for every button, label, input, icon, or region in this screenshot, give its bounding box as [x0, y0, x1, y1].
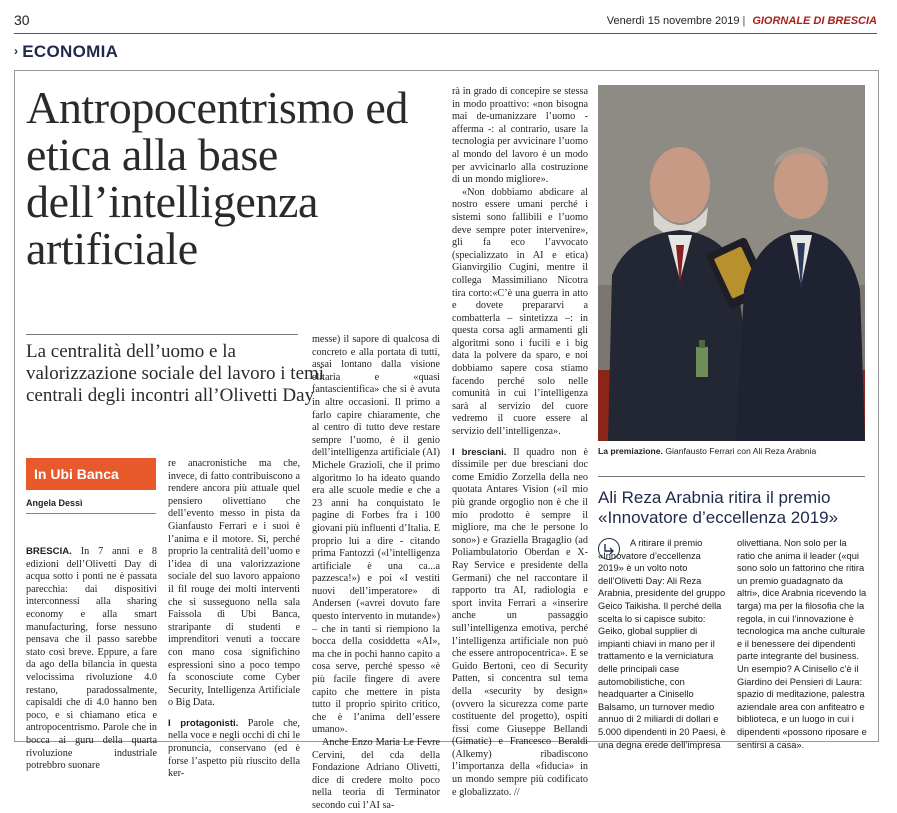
body-column-1 — [26, 546, 157, 773]
article-deck: La centralità dell’uomo e la valorizzazione sociale del lavoro i temi centrali degli incontri all’Olivetti Day — [26, 341, 325, 406]
location-tag: In Ubi Banca — [34, 466, 119, 482]
sidebar-column-1 — [598, 537, 728, 751]
byline-divider — [26, 513, 156, 514]
chevron-right-icon: › — [14, 44, 19, 58]
subhead-bresciani: I bresciani. — [452, 446, 507, 458]
sidebar-divider — [598, 476, 865, 477]
body-paragraph: messe) il sapore di qualcosa di concreto e alla portata di tutti, assai lontano dalla visione elitaria e «quasi fantascientifica» che si è avuta in altre occasioni. Il primo a farlo capire chiaramente, che al centro di tutto deve restare sempre l’uomo, è il genio dell’intelligenza artificiale (AI) Michele Grazioli, che il primo algoritmo lo ha ideato quando era alle scuole medie e che a 23 anni ha conquistato le pagine di Forbes fra i 100 giovani più influenti d’Italia. E proprio lui a dire - citando prima Fantozzi («l’intelligenza artificiale è una ca...a pazzesca!») e poi «I vestiti nuovi dell’imperatore» di Andersen («avrei dovuto fare questo intervento in mutande») – che in tanti si riempiono la bocca della cosiddetta «AI», ma che in pochi hanno capito a cosa serve, perché spesso «è più facile fingere di avere capito che mettere in pista tutto il proprio spirito critico, che è l’anima dell’essere umano». — [312, 334, 440, 736]
caption-lead: La premiazione. — [598, 446, 663, 456]
body-text: Il quadro non è dissimile per due bresciani doc come Emidio Zorzella della neo quotata Antares Vision («il mio più grande orgoglio non è che il mio prodotto è sempre il migliore, ma che le persone lo sono») e Graziella Bragaglio (ad Poliambulatorio Oberdan e X-Ray Service e presidente della Germani) che nel raccontare il rapporto tra AI, radiologia e sport invita Ferrari a «inserire anche un passaggio sull’intelligenza emotiva, perché l’intelligenza artificiale non può che essere antropocentrica». E se Guido Bertoni, ceo di Security Patten, si concentra sul tema della «security by design» (ovvero la sicurezza come parte costituente del progetto), ospiti fissi come Giuseppe Bellandi (Gimatic) e Francesco Beraldi (Alkemy) ribadiscono l’importanza della «fiducia» in un mondo sempre più codificato e globalizzato. // — [452, 446, 588, 798]
body-column-3 — [312, 334, 440, 813]
issue-date: Venerdì 15 novembre 2019 — [606, 15, 740, 27]
body-column-2 — [168, 458, 300, 781]
body-paragraph: rà in grado di concepire se stessa in modo proattivo: «non bisogna mai de-umanizzare l’uomo - afferma -: al contrario, usare la tecnologia per avvicinare l’uomo al mondo del lavoro è un modo per avvicinarlo alla costruzione di un mondo migliore». — [452, 86, 588, 186]
deck-divider — [26, 334, 298, 335]
body-text: In 7 anni e 8 edizioni dell’Olivetti Day di acqua sotto i ponti ne è passata parecchia: dai dispositivi interconnessi alla sharing economy e alla smart manufacturing, forse nessuno pensava che il passo sarebbe stato così breve. Eppure, a fare da ago della bilancia in questa velocissima rivoluzione 4.0 restano, paradossalmente, capisaldi che di 4.0 hanno ben poco, e si chiamano etica e antropocentrismo. Parole che in bocca ai guru della quarta rivoluzione industriale potrebbro suonare — [26, 546, 157, 772]
body-column-4 — [452, 86, 588, 799]
body-paragraph: re anacronistiche ma che, invece, di fatto contribuiscono a rendere ancora più attuale quel pensiero olivettiano che dell’evento messo in pista da Gianfausto Ferrari e i suoi è l’anima e il motore. Sì, perché proprio la centralità dell’uomo e l’idea di una valorizzazione sociale del suo lavoro appaiono il fil rouge dei molti interventi che si susseguono nella sala Faissola di Ubi Banca, straripante di studenti e imprenditori venuti a toccare con mano cosa significhino espressioni sino a poco tempo fa sconosciute come Cyber Security, Intelligenza Artificiale o Big Data. — [168, 458, 300, 709]
subhead-protagonisti: I protagonisti. — [168, 717, 239, 729]
section-name: ECONOMIA — [22, 42, 119, 61]
body-paragraph: Anche Enzo Maria Le Fevre Cervini, del cda della Fondazione Adriano Olivetti, dice di credere molto poco nella teoria di Terminator secondo cui l’AI sa- — [312, 737, 440, 811]
page-number: 30 — [14, 12, 30, 28]
dateline-city: BRESCIA. — [26, 546, 72, 557]
author-byline: Angela Dessì — [26, 498, 83, 508]
sidebar-column-2: olivettiana. Non solo per la ratio che anima il leader («qui sono solo un fattorino che ritira un premio guadagnato da altri», dice Arabnia ricevendo la targa) ma per la filosofia che la regola, in cui l’innovazione è tecnologica ma anche culturale e il benessere dei dipendenti parte integrante del business. Un esempio? A Cinisello c’è il Giardino dei Pensieri di Laura: spazio di meditazione, palestra aziendale area con anfiteatro e biblioteca, e un luogo in cui i dipendenti «possono riposare e sentirsi a casa». — [737, 538, 867, 750]
sidebar-text: A ritirare il premio «Innovatore d’eccellenza 2019» è un volto noto dell’Olivetti Day: Ali Reza Arabnia, presidente del gruppo Geico Taikisha. Il perché della scelta lo si capisce subito: Geiko, global supplier di impianti chiavi in mano per il trattamento e la verniciatura delle principali case automobilistiche, con headquarter a Cinisello Balsamo, un turnover medio annuo di 2 miliardi di dollari e 5.000 dipendenti in 20 Paesi, è una degna erede dell’impresa — [598, 538, 726, 750]
award-photo — [598, 85, 865, 441]
section-label — [14, 42, 118, 62]
body-text: Parole che, nella voce e negli occhi di chi le pronuncia, conservano (ed è forse l’aspetto più riuscito della ker- — [168, 717, 300, 780]
dateline — [607, 15, 877, 27]
header-divider — [14, 33, 877, 34]
article-headline: Antropocentrismo ed etica alla base dell’intelligenza artificiale — [26, 82, 409, 274]
photo-caption — [598, 446, 865, 456]
publication-name: GIORNALE DI BRESCIA — [752, 15, 877, 27]
sidebar-title: Ali Reza Arabnia ritira il premio «Innovatore d’eccellenza 2019» — [598, 488, 839, 527]
separator: | — [742, 15, 746, 27]
award-photo-illustration — [598, 85, 865, 441]
caption-text: Gianfausto Ferrari con Ali Reza Arabnia — [662, 446, 817, 456]
body-paragraph: «Non dobbiamo abdicare al nostro essere umani perché i sistemi sono fallibili e l’uomo deve sempre poter intervenire», gli fa eco l’avvocato (specializzato in AI e etica) Gianvirgilio Cugini, mentre il collega Massimiliano Nicotra tira corto:«C’è una guerra in atto e dovete prepararvi a combatterla – sintetizza –: in questa corsa agli armamenti gli algoritmi sono i fucili e i big data la polvere da sparo, e noi dobbiamo sapere cosa stiamo facendo perché solo nelle comunità in cui l’intelligenza sarà al servizio del cuore vedremo il cuore essere al servizio dell’intelligenza». — [452, 186, 588, 438]
